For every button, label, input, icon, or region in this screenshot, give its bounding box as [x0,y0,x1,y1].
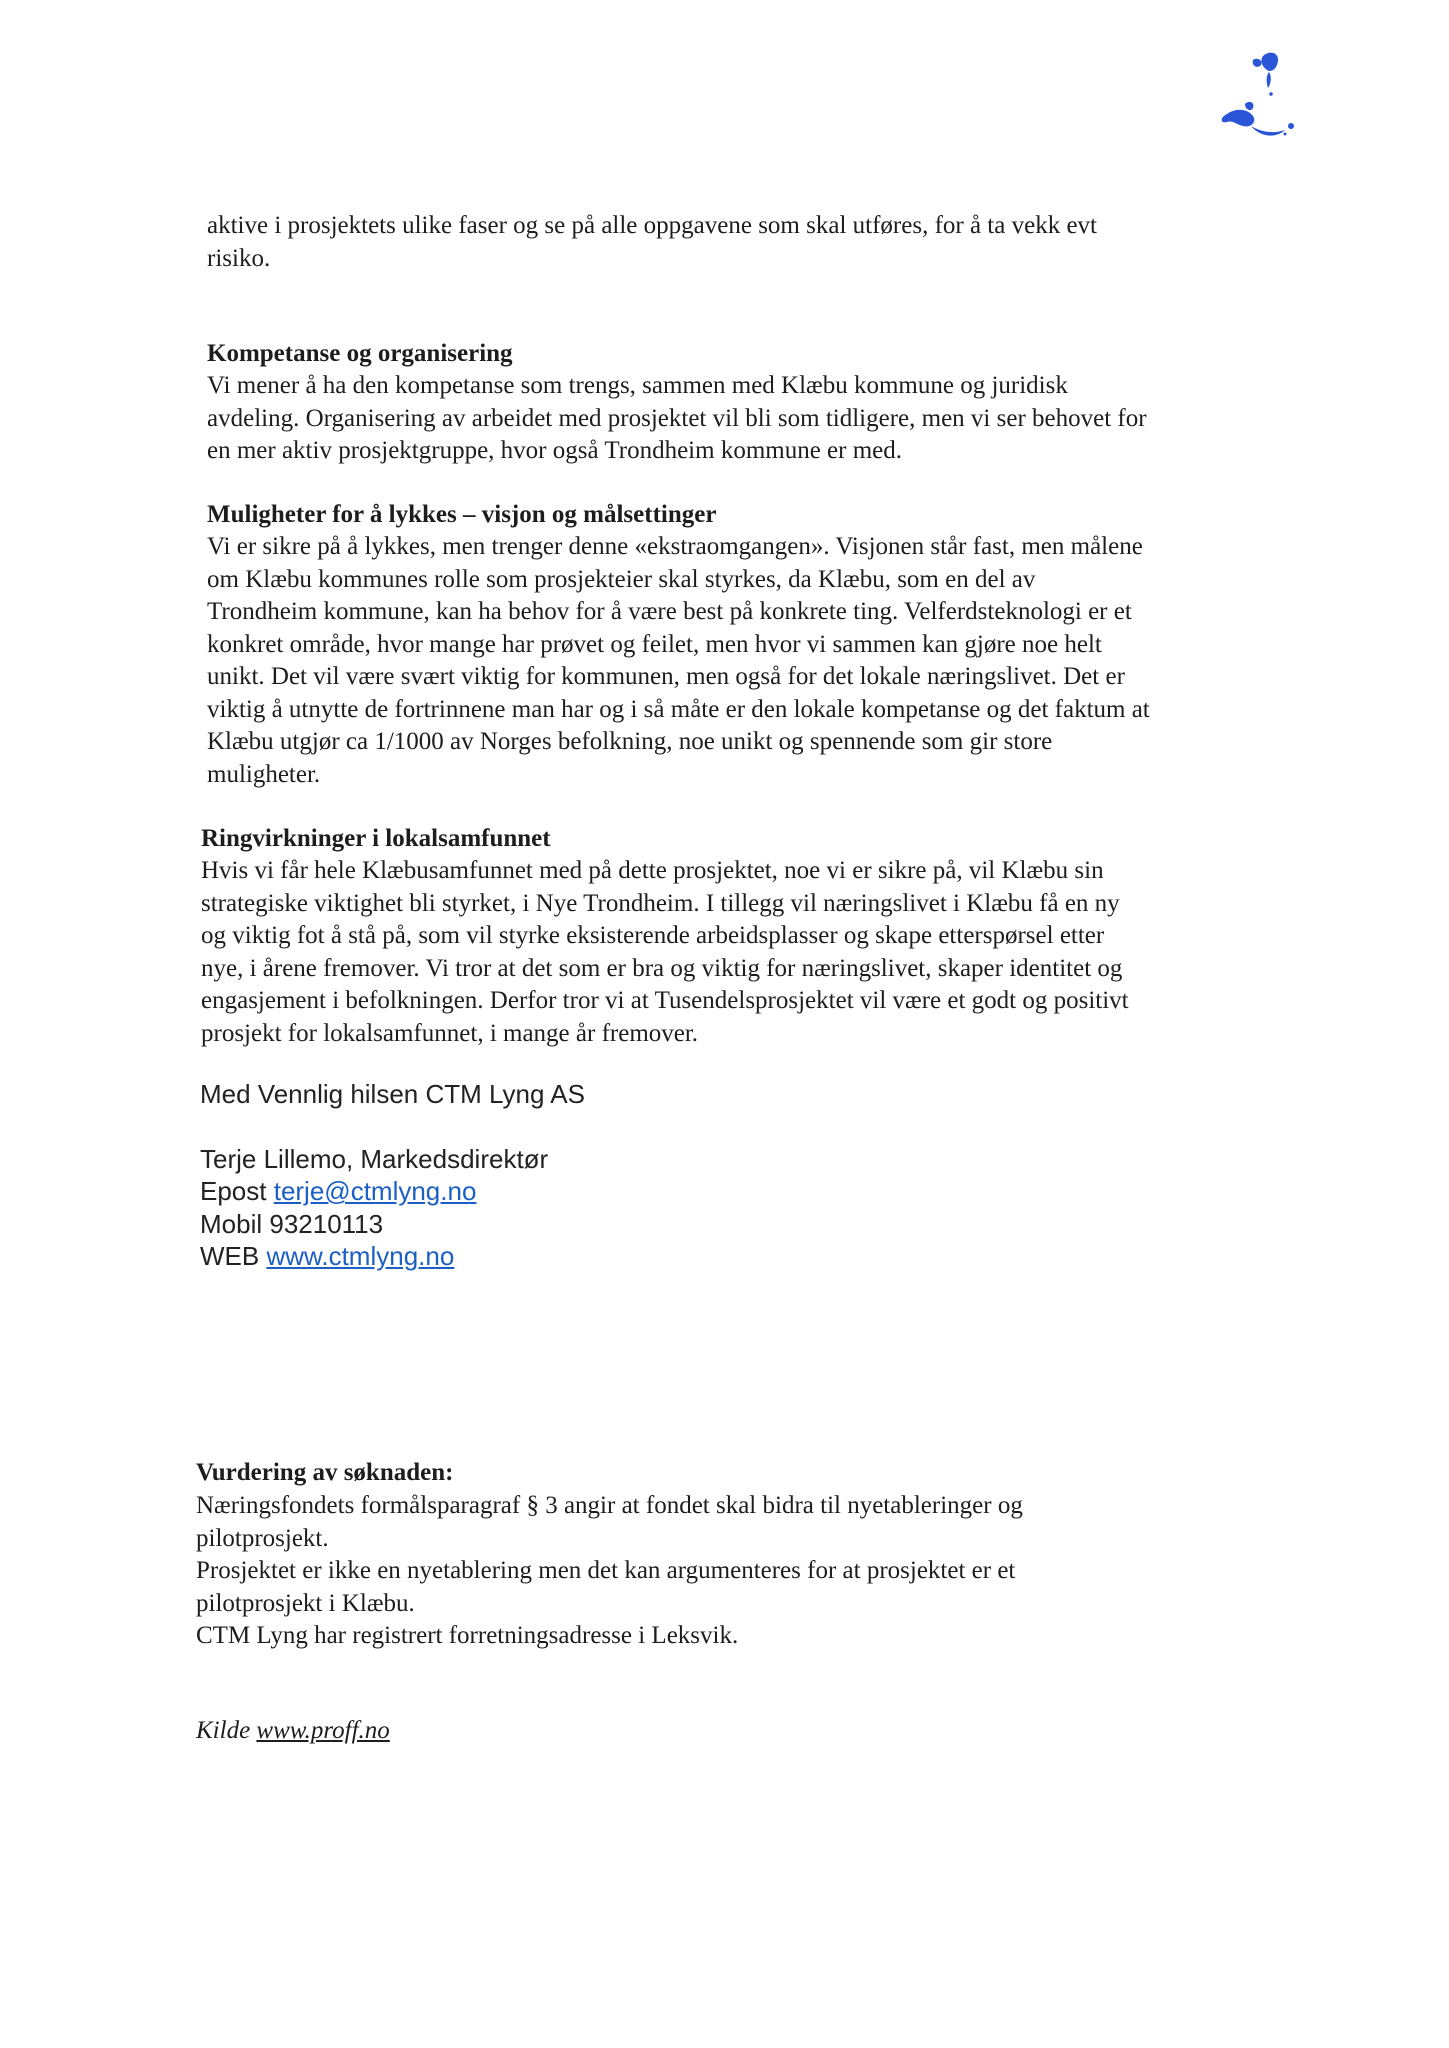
assessment-body: Næringsfondets formålsparagraf § 3 angir at fondet skal bidra til nyetableringer og pilotprosjekt. Prosjektet er ikke en nyetablering men det kan argumenteres for at prosjektet er et pilotprosjekt i Klæbu. CTM Lyng har registrert forretningsadresse i Leksvik. [196,1492,1023,1649]
source-line [196,1682,390,1747]
mobile-line: Mobil 93210113 [200,1208,384,1239]
section-heading: Kompetanse og organisering [207,339,513,367]
section-heading: Muligheter for å lykkes – visjon og målsettinger [207,500,717,528]
ink-stamp-mark [1205,48,1320,158]
section-body: Vi mener å ha den kompetanse som trengs, sammen med Klæbu kommune og juridisk avdeling. Organisering av arbeidet med prosjektet vil bli som tidligere, men vi ser behovet for en mer aktiv prosjektgruppe, hvor også Trondheim kommune er med. [207,372,1147,464]
greeting: Med Vennlig hilsen CTM Lyng AS [200,1079,585,1109]
assessment-heading: Vurdering av søknaden: [196,1458,454,1486]
section-body: Hvis vi får hele Klæbusamfunnet med på dette prosjektet, noe vi er sikre på, vil Klæbu sin strategiske viktighet bli styrket, i Nye Trondheim. I tillegg vil næringslivet i Klæbu få en ny og viktig fot å stå på, som vil styrke eksisterende arbeidsplasser og skape etterspørsel etter nye, i årene fremover. Vi tror at det som er bra og viktig for næringslivet, skaper identitet og engasjement i befolkningen. Derfor tror vi at Tusendelsprosjektet vil være et godt og positivt prosjekt for lokalsamfunnet, i mange år fremover. [201,857,1129,1047]
signature-block [200,1078,585,1273]
web-link[interactable]: www.ctmlyng.no [266,1241,455,1271]
web-line [200,1240,585,1273]
section-competence [207,305,1147,468]
name-title: Terje Lillemo, Markedsdirektør [200,1143,549,1174]
email-label: Epost [200,1176,274,1206]
email-line [200,1175,585,1208]
email-link[interactable]: terje@ctmlyng.no [273,1176,477,1206]
section-body: Vi er sikre på å lykkes, men trenger denne «ekstraomgangen». Visjonen står fast, men målene om Klæbu kommunes rolle som prosjekteier skal styrkes, da Klæbu, som en del av Trondheim kommune, kan ha behov for å være best på konkrete ting. Velferdsteknologi er et konkret område, hvor mange har prøvet og feilet, men hvor vi sammen kan gjøre noe helt unikt. Det vil være svært viktig for kommunen, men også for det lokale næringslivet. Det er viktig å utnytte de fortrinnene man har og i så måte er den lokale kompetanse og det faktum at Klæbu utgjør ca 1/1000 av Norges befolkning, noe unikt og spennende som gir store muligheter. [207,533,1150,788]
source-link[interactable]: www.proff.no [256,1716,390,1744]
section-opportunities [207,466,1150,791]
section-heading: Ringvirkninger i lokalsamfunnet [201,824,551,852]
section-ripple-effects [201,790,1129,1050]
web-label: WEB [200,1241,267,1271]
source-label: Kilde [196,1716,257,1744]
continued-paragraph: aktive i prosjektets ulike faser og se på alle oppgavene som skal utføres, for å ta vekk evt risiko. [207,212,1097,272]
